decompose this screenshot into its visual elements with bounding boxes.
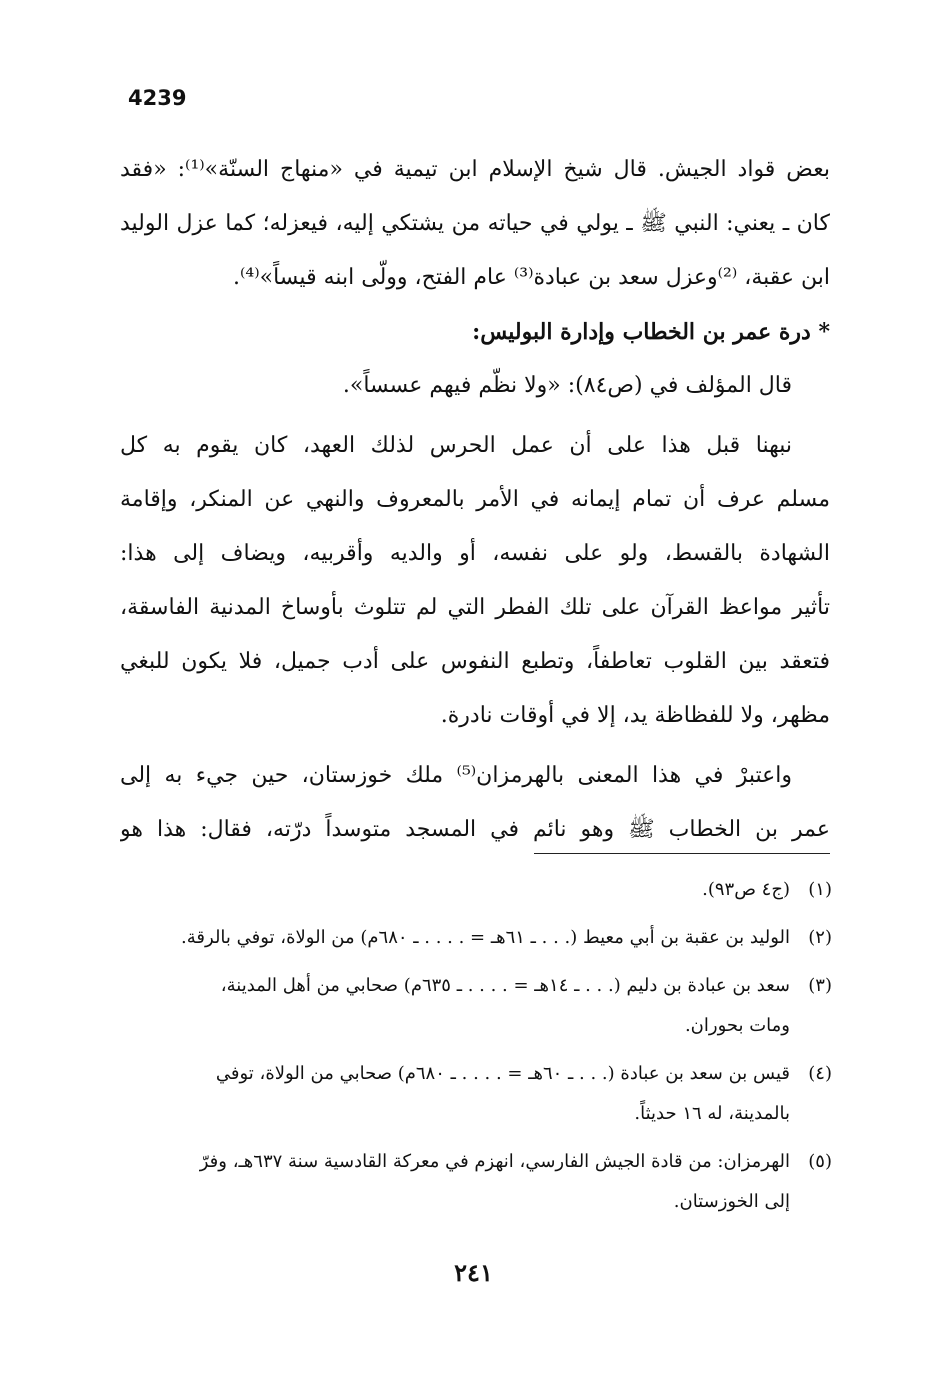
footnote-3 <box>128 966 832 1046</box>
footnote-2 <box>128 918 832 958</box>
footnote-divider <box>534 853 830 854</box>
footnote-4 <box>128 1054 832 1134</box>
page-number: 4239 <box>128 86 187 110</box>
body-line: بعض قواد الجيش. قال شيخ الإسلام ابن تيمية في «منهاج السنّة»⁽¹⁾: «فقد <box>120 157 830 182</box>
footnote-text: سعد بن عبادة بن دليم (. . . ـ ١٤هـ = . . . . ـ ٦٣٥م) صحابي من أهل المدينة، <box>220 975 790 996</box>
footnote-text: قيس بن سعد بن عبادة (. . . ـ ٦٠هـ = . . . . ـ ٦٨٠م) صحابي من الولاة، توفي <box>215 1063 790 1084</box>
footnote-number: (٥) <box>808 1151 832 1172</box>
footnote-5 <box>128 1142 832 1222</box>
footnote-text: (ج٤ ص٩٣). <box>702 879 790 900</box>
footnote-text: إلى الخوزستان. <box>673 1191 790 1212</box>
body-line: كان ـ يعني: النبي ﷺ ـ يولي في حياته من يشتكي إليه، فيعزله؛ كما عزل الوليد <box>120 211 830 236</box>
body-line: ابن عقبة، ⁽²⁾وعزل سعد بن عبادة⁽³⁾ عام الفتح، وولّى ابنه قيساً»⁽⁴⁾. <box>233 265 830 290</box>
body-line: واعتبرْ في هذا المعنى بالهرمزان⁽⁵⁾ ملك خوزستان، حين جيء به إلى <box>120 763 792 788</box>
body-line: مسلم عرف أن تمام إيمانه في الأمر بالمعروف والنهي عن المنكر، وإقامة <box>120 487 830 512</box>
body-line: عمر بن الخطاب ﷺ وهو نائم في المسجد متوسداً درّته، فقال: هذا هو <box>120 817 830 842</box>
body-line: مظهر، ولا للفظاظة يد، إلا في أوقات نادرة. <box>440 703 830 728</box>
body-text <box>120 143 830 857</box>
body-line: قال المؤلف في (ص٨٤): «ولا نظّم فيهم عسساً». <box>342 373 792 398</box>
footnote-text: الوليد بن عقبة بن أبي معيط (. . . ـ ٦١هـ = . . . . ـ ٦٨٠م) من الولاة، توفي بالرقة. <box>181 927 790 948</box>
footnote-text: بالمدينة، له ١٦ حديثاً. <box>634 1103 790 1124</box>
footnote-number: (٣) <box>808 975 832 996</box>
footnote-number: (١) <box>808 879 832 900</box>
footer-page-number: ٢٤١ <box>454 1258 493 1287</box>
footnotes <box>128 870 832 1230</box>
footnote-1 <box>128 870 832 910</box>
body-line: فتعقد بين القلوب تعاطفاً، وتطبع النفوس على أدب جميل، فلا يكون للبغي <box>120 649 830 674</box>
body-line: نبهنا قبل هذا على أن عمل الحرس لذلك العهد، كان يقوم به كل <box>120 433 792 458</box>
body-line: تأثير مواعظ القرآن على تلك الفطر التي لم تتلوث بأوساخ المدنية الفاسقة، <box>120 595 830 620</box>
footnote-text: الهرمزان: من قادة الجيش الفارسي، انهزم في معركة القادسية سنة ٦٣٧هـ، وفرّ <box>199 1151 790 1172</box>
footnote-number: (٢) <box>808 927 832 948</box>
footnote-number: (٤) <box>808 1063 832 1084</box>
section-heading: * درة عمر بن الخطاب وإدارة البوليس: <box>472 319 830 345</box>
body-line: الشهادة بالقسط، ولو على نفسه، أو والديه وأقربيه، ويضاف إلى هذا: <box>120 541 830 566</box>
footnote-text: ومات بحوران. <box>684 1015 790 1036</box>
